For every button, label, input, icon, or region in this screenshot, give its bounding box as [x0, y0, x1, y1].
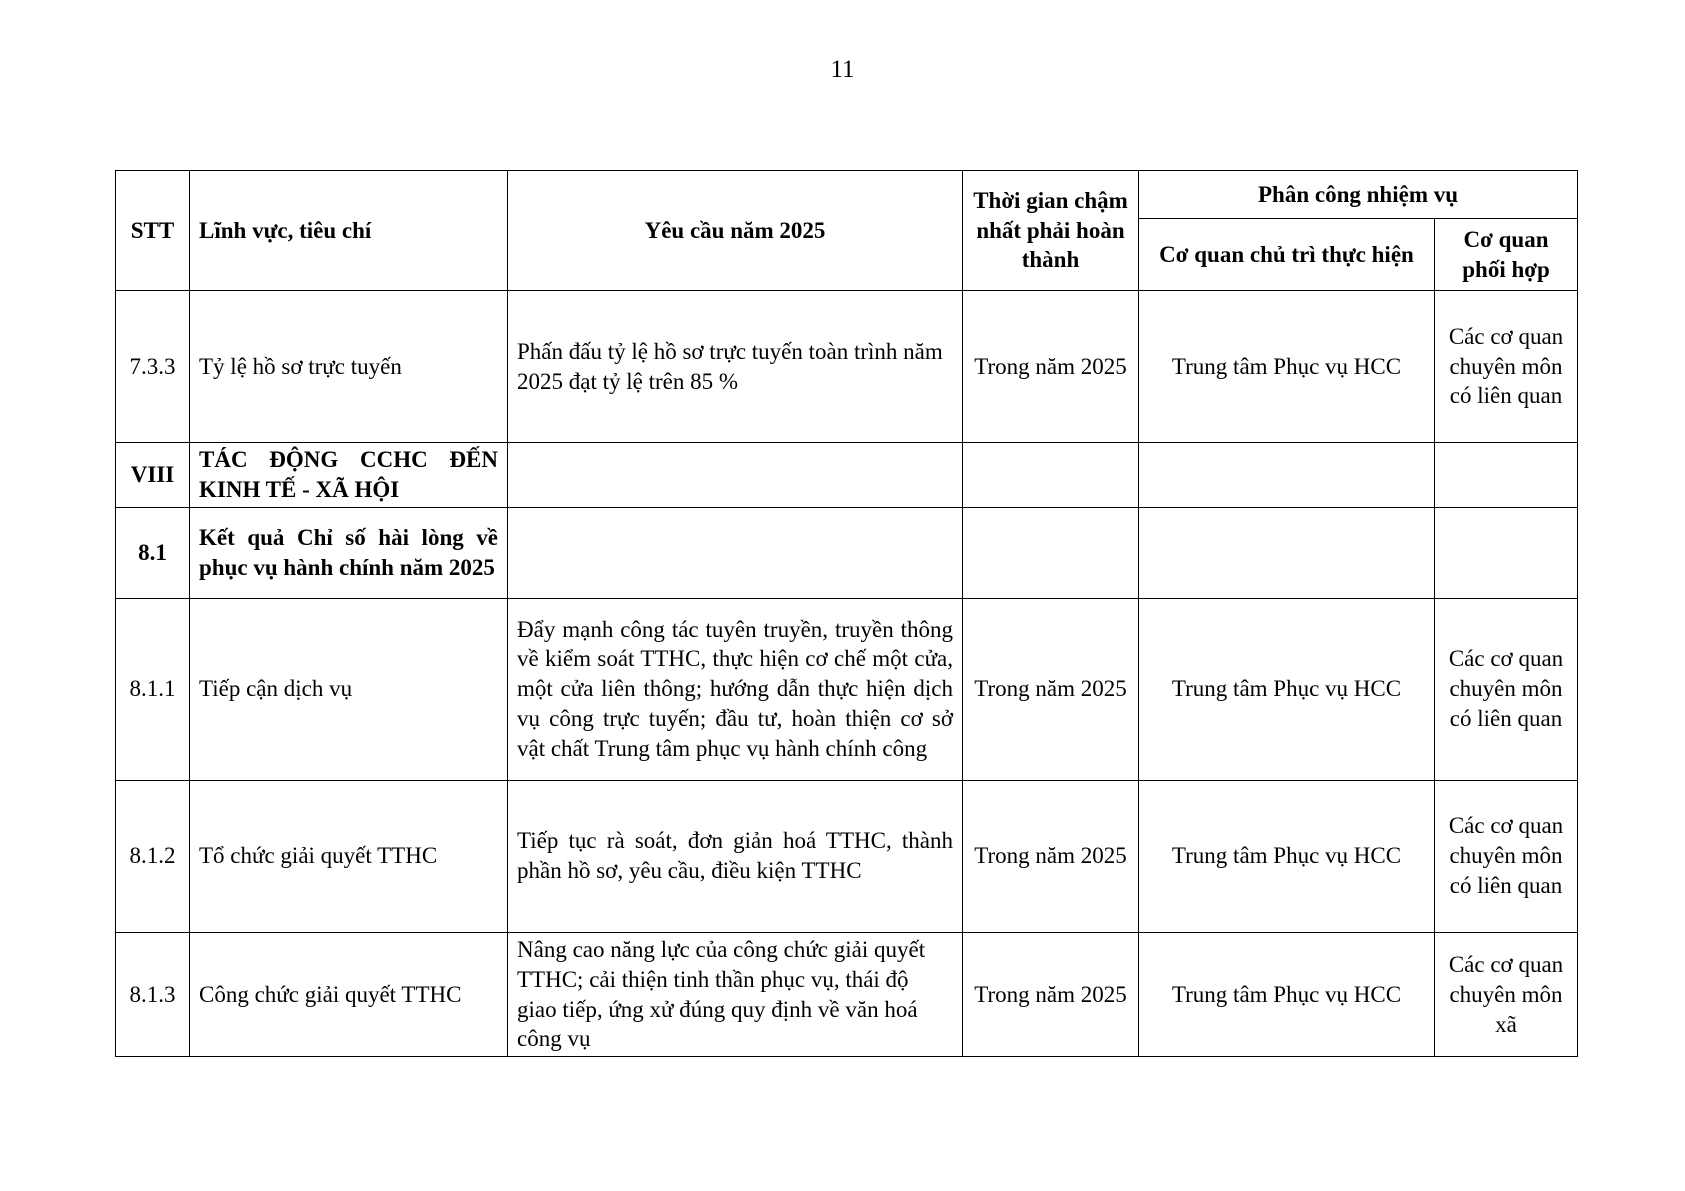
cell-requirement: Đẩy mạnh công tác tuyên truyền, truyền thông về kiểm soát TTHC, thực hiện cơ chế một cửa, một cửa liên thông; hướng dẫn thực hiện dịch vụ công trực tuyến; đầu tư, hoàn thiện cơ sở vật chất Trung tâm phục vụ hành chính công: [508, 598, 963, 780]
cell-stt: 8.1.3: [116, 932, 190, 1057]
cell-field: Tỷ lệ hồ sơ trực tuyến: [190, 291, 508, 443]
cell-field: Tổ chức giải quyết TTHC: [190, 780, 508, 932]
cell-requirement: [508, 443, 963, 508]
cell-requirement: Nâng cao năng lực của công chức giải quyết TTHC; cải thiện tinh thần phục vụ, thái độ giao tiếp, ứng xử đúng quy định về văn hoá công vụ: [508, 932, 963, 1057]
cell-stt: 8.1.2: [116, 780, 190, 932]
cell-coordinating-agency: Các cơ quan chuyên môn có liên quan: [1435, 780, 1578, 932]
header-coordinating-agency: Cơ quan phối hợp: [1435, 219, 1578, 291]
cell-deadline: [963, 443, 1139, 508]
cell-lead-agency: Trung tâm Phục vụ HCC: [1139, 598, 1435, 780]
cell-deadline: Trong năm 2025: [963, 291, 1139, 443]
header-deadline: Thời gian chậm nhất phải hoàn thành: [963, 171, 1139, 291]
table-row-section: [116, 443, 1578, 508]
header-field: Lĩnh vực, tiêu chí: [190, 171, 508, 291]
task-assignment-table: [115, 170, 1578, 1057]
cell-stt: 8.1: [116, 507, 190, 598]
cell-lead-agency: [1139, 507, 1435, 598]
table-row: [116, 598, 1578, 780]
cell-field: Kết quả Chỉ số hài lòng về phục vụ hành chính năm 2025: [190, 507, 508, 598]
header-stt: STT: [116, 171, 190, 291]
header-requirement: Yêu cầu năm 2025: [508, 171, 963, 291]
header-assignment: Phân công nhiệm vụ: [1139, 171, 1578, 219]
cell-deadline: Trong năm 2025: [963, 598, 1139, 780]
table-row-subsection: [116, 507, 1578, 598]
table-row: [116, 291, 1578, 443]
cell-lead-agency: Trung tâm Phục vụ HCC: [1139, 932, 1435, 1057]
cell-coordinating-agency: Các cơ quan chuyên môn xã: [1435, 932, 1578, 1057]
cell-deadline: [963, 507, 1139, 598]
cell-field: Tiếp cận dịch vụ: [190, 598, 508, 780]
cell-field: TÁC ĐỘNG CCHC ĐẾN KINH TẾ - XÃ HỘI: [190, 443, 508, 508]
cell-requirement: Phấn đấu tỷ lệ hồ sơ trực tuyến toàn trình năm 2025 đạt tỷ lệ trên 85 %: [508, 291, 963, 443]
cell-requirement: Tiếp tục rà soát, đơn giản hoá TTHC, thành phần hồ sơ, yêu cầu, điều kiện TTHC: [508, 780, 963, 932]
header-row-1: [116, 171, 1578, 219]
page-number: 11: [830, 56, 855, 83]
header-lead-agency: Cơ quan chủ trì thực hiện: [1139, 219, 1435, 291]
cell-stt: 8.1.1: [116, 598, 190, 780]
table-row: [116, 932, 1578, 1057]
cell-requirement: [508, 507, 963, 598]
cell-stt: VIII: [116, 443, 190, 508]
cell-field: Công chức giải quyết TTHC: [190, 932, 508, 1057]
table-row: [116, 780, 1578, 932]
cell-deadline: Trong năm 2025: [963, 932, 1139, 1057]
cell-coordinating-agency: Các cơ quan chuyên môn có liên quan: [1435, 598, 1578, 780]
cell-coordinating-agency: Các cơ quan chuyên môn có liên quan: [1435, 291, 1578, 443]
cell-coordinating-agency: [1435, 507, 1578, 598]
cell-lead-agency: Trung tâm Phục vụ HCC: [1139, 780, 1435, 932]
cell-stt: 7.3.3: [116, 291, 190, 443]
cell-coordinating-agency: [1435, 443, 1578, 508]
cell-lead-agency: Trung tâm Phục vụ HCC: [1139, 291, 1435, 443]
cell-deadline: Trong năm 2025: [963, 780, 1139, 932]
cell-lead-agency: [1139, 443, 1435, 508]
